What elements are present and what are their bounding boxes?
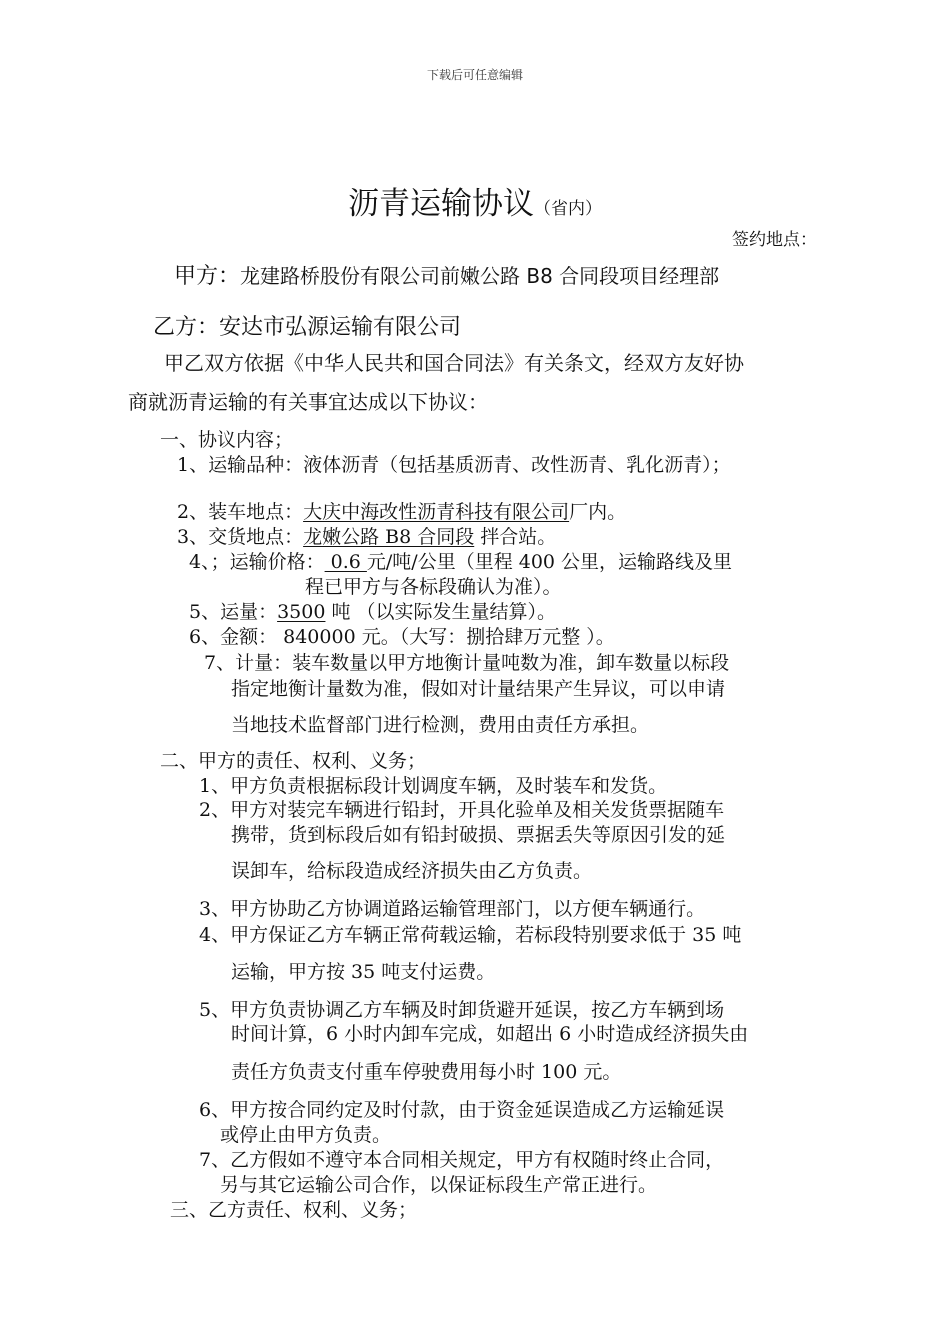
s2-item-6-line-2: 或停止由甲方负责。 (220, 1124, 392, 1146)
s1-item-1: 1、运输品种：液体沥青（包括基质沥青、改性沥青、乳化沥青）； (177, 454, 731, 476)
s2-item-3: 3、甲方协助乙方协调道路运输管理部门，以方便车辆通行。 (199, 898, 706, 920)
s1-item-2-prefix: 2、装车地点： (177, 501, 304, 523)
s2-item-4-line-2: 运输，甲方按 35 吨支付运费。 (231, 961, 496, 983)
s1-item-4 (189, 547, 732, 574)
title-main: 沥青运输协议 (348, 186, 534, 222)
s1-item-3-prefix: 3、交货地点： (177, 526, 304, 548)
transport-price: 0.6 (324, 551, 367, 573)
party-b-label: 乙方： (153, 315, 220, 340)
party-a-name: 龙建路桥股份有限公司前嫩公路 B8 合同段项目经理部 (240, 264, 720, 288)
section-1-heading: 一、协议内容； (160, 429, 294, 451)
s2-item-7-line-2: 另与其它运输公司合作，以保证标段生产常正进行。 (220, 1174, 658, 1196)
s2-item-5-line-1: 5、甲方负责协调乙方车辆及时卸货避开延误，按乙方车辆到场 (199, 999, 725, 1021)
title-sub: （省内） (534, 199, 602, 219)
section-3-heading: 三、乙方责任、权利、义务； (170, 1199, 418, 1221)
s1-item-2 (177, 497, 626, 524)
sign-place: 签约地点： (732, 230, 817, 250)
delivery-place: 龙嫩公路 B8 合同段 (303, 526, 475, 548)
s1-item-3-suffix: 拌合站。 (474, 526, 557, 548)
s2-item-2-line-3: 误卸车，给标段造成经济损失由乙方负责。 (231, 860, 593, 882)
s2-item-1: 1、甲方负责根据标段计划调度车辆，及时装车和发货。 (199, 775, 668, 797)
s1-item-6: 6、金额： 840000 元。（大写：捌拾肆万元整 ）。 (189, 626, 615, 648)
header-note: 下载后可任意编辑 (426, 68, 523, 82)
s1-item-4-line-2: 程已甲方与各标段确认为准）。 (305, 576, 562, 598)
party-a-label: 甲方： (174, 264, 241, 289)
s1-item-7-line-3: 当地技术监督部门进行检测，费用由责任方承担。 (231, 714, 650, 736)
s1-item-7-line-1: 7、计量：装车数量以甲方地衡计量吨数为准，卸车数量以标段 (204, 652, 730, 674)
intro-line-2: 商就沥青运输的有关事宜达成以下协议： (128, 390, 488, 414)
s2-item-2-line-2: 携带，货到标段后如有铅封破损、票据丢失等原因引发的延 (231, 824, 726, 846)
s1-item-4-prefix: 4、；运输价格： (189, 551, 325, 573)
s2-item-4-line-1: 4、甲方保证乙方车辆正常荷载运输，若标段特别要求低于 35 吨 (199, 924, 742, 946)
s2-item-5-line-2: 时间计算，6 小时内卸车完成，如超出 6 小时造成经济损失由 (231, 1023, 749, 1045)
s2-item-2-line-1: 2、甲方对装完车辆进行铅封，开具化验单及相关发货票据随车 (199, 799, 725, 821)
loading-place: 大庆中海改性沥青科技有限公司 (303, 501, 570, 523)
intro-line-1: 甲乙双方依据《中华人民共和国合同法》有关条文，经双方友好协 (164, 351, 744, 375)
s2-item-6-line-1: 6、甲方按合同约定及时付款，由于资金延误造成乙方运输延误 (199, 1099, 725, 1121)
party-a (174, 259, 719, 290)
party-b (153, 310, 461, 341)
s2-item-5-line-3: 责任方负责支付重车停驶费用每小时 100 元。 (231, 1061, 622, 1083)
s1-item-2-suffix: 厂内。 (569, 501, 627, 523)
s1-item-5-suffix: 吨 （以实际发生量结算）。 (325, 601, 557, 623)
s2-item-7-line-1: 7、乙方假如不遵守本合同相关规定，甲方有权随时终止合同， (199, 1149, 725, 1171)
s1-item-5-prefix: 5、运量： (189, 601, 278, 623)
s1-item-3 (177, 522, 556, 549)
transport-volume: 3500 (277, 601, 326, 623)
document-title (0, 178, 950, 223)
s1-item-4-suffix: 元/吨/公里（里程 400 公里，运输路线及里 (366, 551, 733, 573)
section-2-heading: 二、甲方的责任、权利、义务； (160, 750, 427, 772)
s1-item-7-line-2: 指定地衡计量数为准，假如对计量结果产生异议，可以申请 (231, 678, 726, 700)
s1-item-5 (189, 597, 556, 624)
party-b-name: 安达市弘源运输有限公司 (219, 315, 462, 340)
